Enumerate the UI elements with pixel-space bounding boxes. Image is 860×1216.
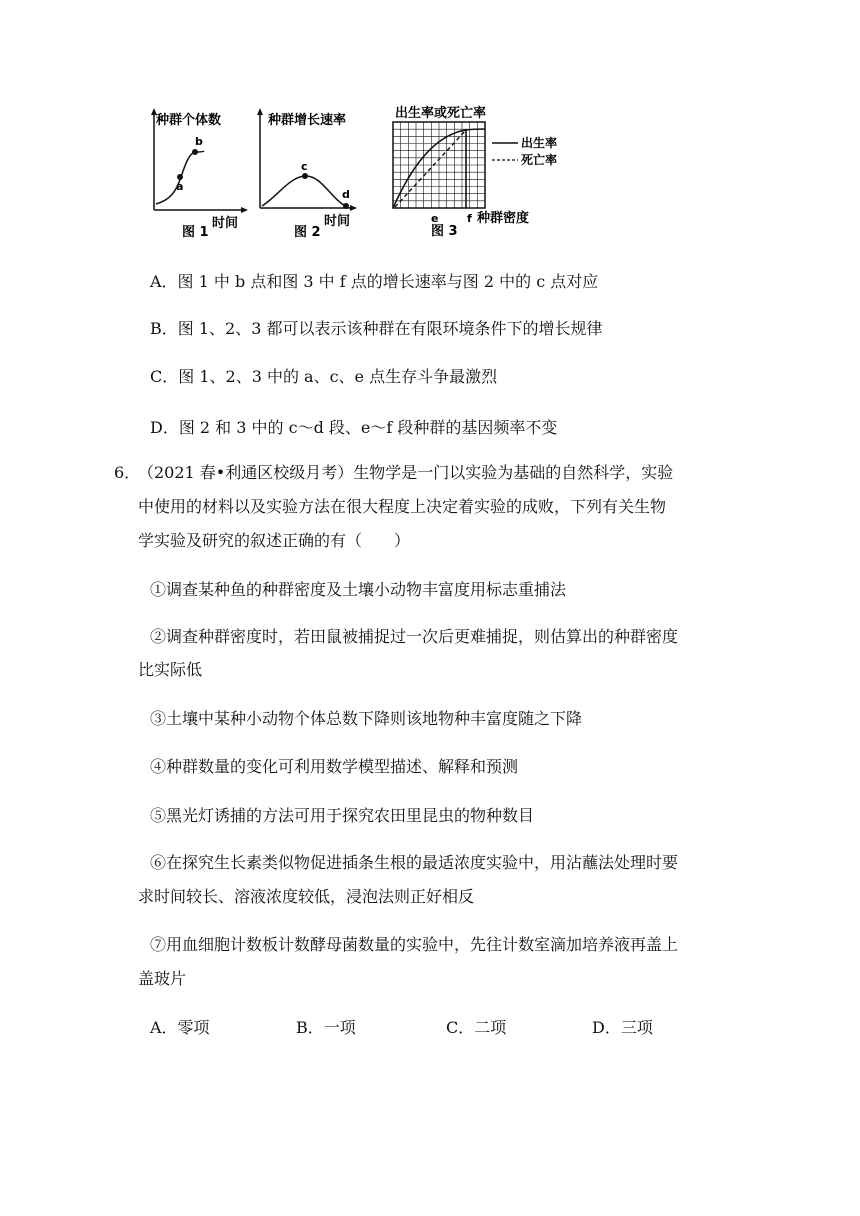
figure-1 [151,108,248,240]
q6-choice-c: C．二项 [446,1018,507,1037]
fig1-xlabel: 时间 [212,216,239,231]
fig2-ylabel: 种群增长速率 [268,113,347,128]
fig3-death-rate-line [395,130,466,207]
fig1-point-b [192,149,198,155]
q5-option-a: A．图 1 中 b 点和图 3 中 f 点的增长速率与图 2 中的 c 点对应 [150,272,599,291]
q6-statement-1: ①调查某种鱼的种群密度及土壤小动物丰富度用标志重捕法 [150,580,567,599]
fig2-label-d: d [342,188,350,201]
fig3-tick-e: e [431,212,439,225]
fig1-caption: 图 1 [182,225,209,240]
q6-stem-line-1: （2021 春•利通区校级月考）生物学是一门以实验为基础的自然科学，实验 [138,463,674,482]
question-5-figures [148,100,558,240]
q5-option-d: D．图 2 和 3 中的 c～d 段、e～f 段种群的基因频率不变 [150,418,558,437]
fig3-legend-birth-label: 出生率 [521,136,558,150]
q5-option-c: C．图 1、2、3 中的 a、c、e 点生存斗争最激烈 [150,367,498,386]
q6-statement-2-line-2: 比实际低 [138,660,203,679]
fig2-point-d [343,203,349,209]
fig3-xlabel: 种群密度 [477,211,530,226]
fig3-ylabel: 出生率或死亡率 [395,106,487,121]
fig1-label-b: b [195,135,203,148]
q5-option-b: B．图 1、2、3 都可以表示该种群在有限环境条件下的增长规律 [150,319,603,338]
q6-statement-4: ④种群数量的变化可利用数学模型描述、解释和预测 [150,757,519,776]
fig1-x-arrow [241,207,248,213]
fig2-label-c: c [301,160,308,173]
q6-statement-3: ③土壤中某种小动物个体总数下降则该地物种丰富度随之下降 [150,709,583,728]
figure-3 [393,105,557,239]
q6-choice-d: D．三项 [592,1018,653,1037]
fig3-tick-f: f [467,212,472,225]
q6-number: 6． [114,463,141,482]
fig2-x-arrow [350,205,357,211]
fig2-bell-curve [262,176,346,206]
q6-choice-a: A．零项 [150,1018,210,1037]
q6-statement-2-line-1: ②调查种群密度时，若田鼠被捕捉过一次后更难捕捉，则估算出的种群密度 [150,627,679,646]
fig1-ylabel: 种群个体数 [156,113,222,128]
figure-panel-svg [148,100,558,240]
fig2-y-arrow [257,108,263,115]
q6-stem-line-2: 中使用的材料以及实验方法在很大程度上决定着实验的成败，下列有关生物 [138,497,667,516]
fig3-caption: 图 3 [431,224,458,239]
fig2-xlabel: 时间 [324,214,351,229]
figure-2 [257,108,357,240]
q6-choice-b: B．一项 [296,1018,356,1037]
q6-statement-7-line-2: 盖玻片 [138,969,187,988]
q6-statement-5: ⑤黑光灯诱捕的方法可用于探究农田里昆虫的物种数目 [150,806,535,825]
q6-statement-6-line-2: 求时间较长、溶液浓度较低，浸泡法则正好相反 [138,887,475,906]
fig2-point-c [302,173,308,179]
fig1-label-a: a [176,180,184,193]
q6-stem-line-3: 学实验及研究的叙述正确的有（ ） [138,531,411,550]
fig3-legend-death-label: 死亡率 [521,153,558,167]
q6-statement-6-line-1: ⑥在探究生长素类似物促进插条生根的最适浓度实验中，用沾蘸法处理时要 [150,853,679,872]
q6-statement-7-line-1: ⑦用血细胞计数板计数酵母菌数量的实验中，先往计数室滴加培养液再盖上 [150,935,679,954]
fig2-caption: 图 2 [294,225,321,240]
